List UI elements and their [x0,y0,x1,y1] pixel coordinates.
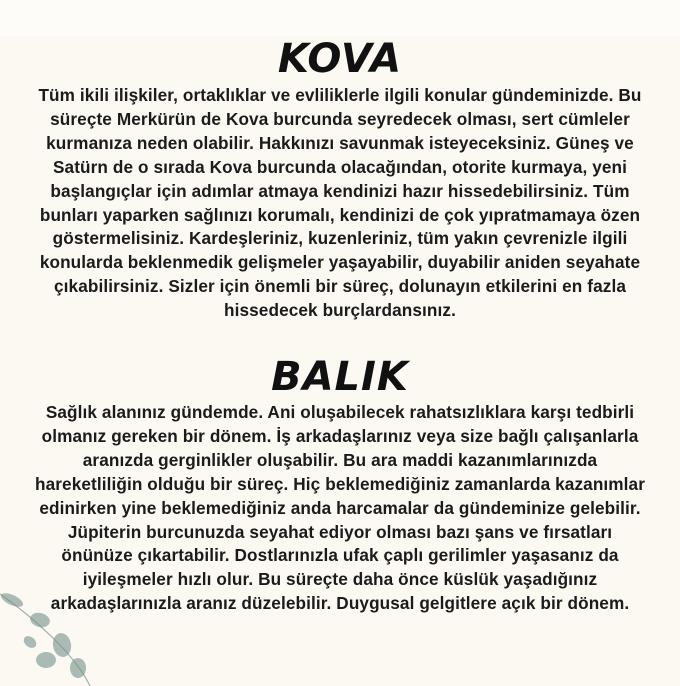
text-line: başlangıçlar için adımlar atmaya kendinizi hazır hissedebilirsiniz. Tüm [50,180,630,201]
eucalyptus-leaves-icon [0,590,110,686]
text-line: Satürn de o sırada Kova burcunda olacağından, otorite kurmaya, yeni [52,156,628,177]
text-line: konularda beklenmedik gelişmeler yaşayabilir, duyabilir aniden seyahate [39,252,641,273]
text-line: aranızda gerginlikler oluşabilir. Bu ara maddi kazanımlarınızda [82,449,598,470]
text-line: edinirken yine beklemediğiniz anda harcamalar da gündeminize gelebilir. [39,497,641,518]
text-line: bunları yaparken sağlınızı korumalı, kendinizi de çok yıpratmamaya özen [39,204,641,225]
section-title-kova: KOVA [277,36,403,82]
section-body-balik [6,401,674,616]
text-line: hissedecek burçlardansınız. [224,300,456,321]
section-body-kova [6,84,674,323]
text-line: önünüze çıkartabilir. Dostlarınızla ufak çaplı gerilimler yaşasanız da [61,545,619,566]
text-line: Jüpiterin burcunuzda seyahat ediyor olması bazı şans ve fırsatları [67,521,613,542]
text-line: hareketliliğin olduğu bir süreç. Hiç beklemediğiniz zamanlarda kazanımlar [35,473,645,494]
text-line: çıkabilirsiniz. Sizler için önemli bir süreç, dolunayın etkilerini en fazla [54,276,626,297]
text-line: kurmanıza neden olabilir. Hakkınızı savunmak isteyeceksiniz. Güneş ve [46,132,634,153]
text-line: göstermelisiniz. Kardeşleriniz, kuzenleriniz, tüm yakın çevrenizle ilgili [52,228,628,249]
text-line: olmanız gereken bir dönem. İş arkadaşlarınız veya size bağlı çalışanlarla [41,425,639,446]
section-title-balik: BALIK [271,354,409,400]
text-line: arkadaşlarınızla aranız düzelebilir. Duygusal gelgitlere açık bir dönem. [50,593,630,614]
top-strip [0,0,680,36]
text-line: Tüm ikili ilişkiler, ortaklıklar ve evliliklerle ilgili konular gündeminizde. Bu [38,85,642,105]
text-line: süreçte Merkürün de Kova burcunda seyredecek olması, sert cümleler [50,108,630,129]
text-line: Sağlık alanınız gündemde. Ani oluşabilecek rahatsızlıklara karşı tedbirli [45,402,635,422]
text-line: iyileşmeler hızlı olur. Bu süreçte daha önce küslük yaşadığınız [82,569,598,590]
